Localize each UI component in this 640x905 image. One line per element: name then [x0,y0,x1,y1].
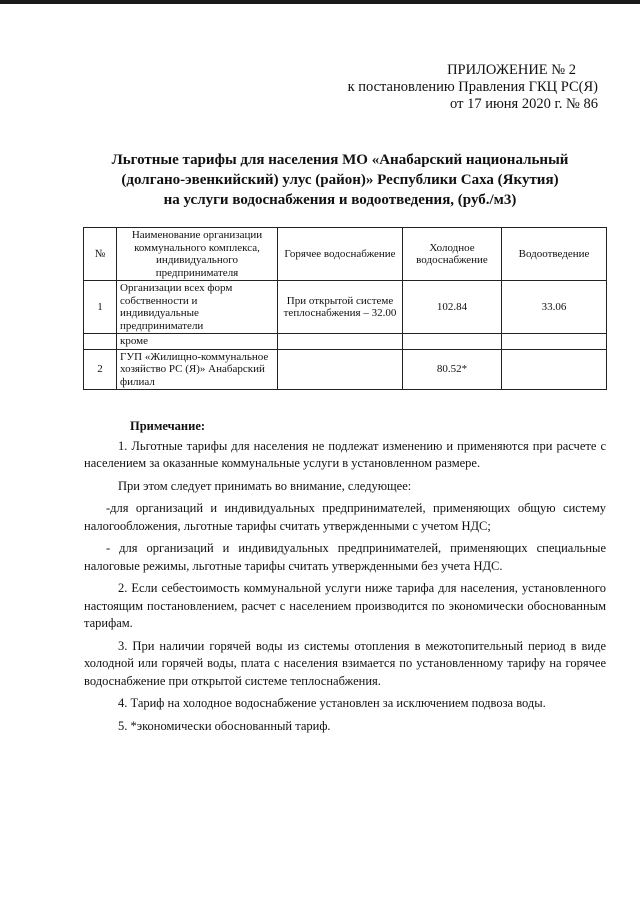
row-num: 1 [84,281,117,334]
row-cold-water: 102.84 [403,281,502,334]
document-title [80,150,600,210]
appendix-date: от 17 июня 2020 г. № 86 [450,96,598,112]
header-num: № [84,228,117,281]
notes-section [84,418,606,740]
title-line-3: на услуги водоснабжения и водоотведения, (руб./м3) [163,192,517,208]
row-hot-water [278,349,403,390]
header-organization: Наименование организации коммунального комплекса, индивидуального предпринимателя [117,228,278,281]
table-row-except [84,334,607,350]
tariff-table [83,227,607,390]
row-organization: Организации всех форм собственности и индивидуальные предприниматели [117,281,278,334]
note-paragraph-3: -для организаций и индивидуальных предпринимателей, применяющих общую систему налогообложения, льготные тарифы считать утвержденными с учетом НДС; [84,501,606,533]
note-paragraph-5: 2. Если себестоимость коммунальной услуги ниже тарифа для населения, установленного настоящим постановлением, расчет с населением производится по экономически обоснованным тарифам. [84,581,606,630]
header-hot-water: Горячее водоснабжение [278,228,403,281]
note-paragraph-8: 5. *экономически обоснованный тариф. [118,718,331,733]
row-num: 2 [84,349,117,390]
header-wastewater: Водоотведение [502,228,607,281]
appendix-number: ПРИЛОЖЕНИЕ № 2 [447,62,576,78]
row-organization: ГУП «Жилищно-коммунальное хозяйство РС (Я)» Анабарский филиал [117,349,278,390]
row-wastewater: 33.06 [502,281,607,334]
row-wastewater [502,349,607,390]
note-paragraph-1: 1. Льготные тарифы для населения не подлежат изменению и применяются при расчете с населением за оказанные коммунальные услуги в установленном размере. [84,438,606,470]
page-top-edge [0,0,640,4]
row-hot-water: При открытой системе теплоснабжения – 32.00 [278,281,403,334]
table-row [84,281,607,334]
appendix-block [348,62,598,113]
header-cold-water: Холодное водоснабжение [403,228,502,281]
table-header-row [84,228,607,281]
title-line-2: (долгано-эвенкийский) улус (район)» Республики Саха (Якутия) [121,172,559,188]
row-cold-water: 80.52* [403,349,502,390]
title-line-1: Льготные тарифы для населения МО «Анабарский национальный [111,152,569,168]
appendix-resolution: к постановлению Правления ГКЦ РС(Я) [347,79,598,95]
note-paragraph-4: - для организаций и индивидуальных предпринимателей, применяющих специальные налоговые режимы, льготные тарифы считать утвержденными без учета НДС. [84,541,606,573]
note-paragraph-2: При этом следует принимать во внимание, следующее: [118,478,412,493]
note-paragraph-7: 4. Тариф на холодное водоснабжение установлен за исключением подвоза воды. [118,696,546,710]
notes-heading: Примечание: [130,419,206,433]
row-except-label: кроме [117,334,278,350]
note-paragraph-6: 3. При наличии горячей воды из системы отопления в межотопительный период в виде холодной или горячей воды, плата с населения взимается по установленному тарифу на горячее водоснабжение при открытой системе теплоснабжения. [84,638,606,688]
table-row [84,349,607,390]
